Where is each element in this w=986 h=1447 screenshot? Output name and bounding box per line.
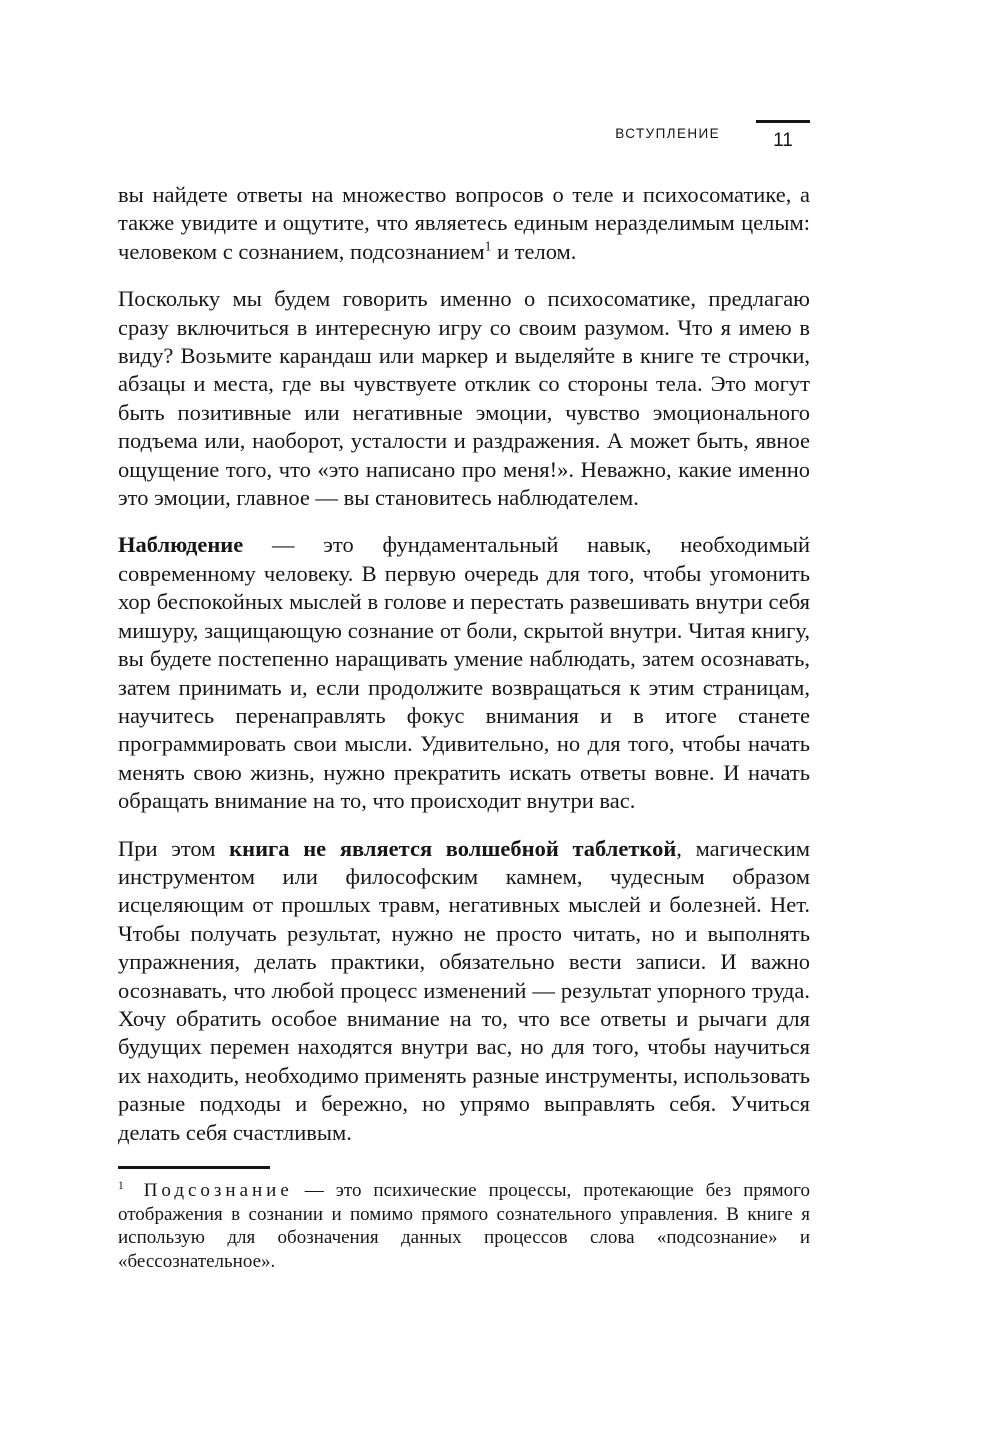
footnote-marker: 1	[118, 1179, 124, 1192]
text-run: — это фундаментальный навык, необходимый современному человеку. В первую очередь для того, чтобы угомонить хор беспокойных мыслей в голове и перестать развешивать внутри себя мишуру, защищающую сознание от боли, скрытой внутри. Читая книгу, вы будете постепенно наращивать умение наблюдать, затем осознавать, затем принимать и, если продолжите возвращаться к этим страницам, научитесь перенаправлять фокус внимания и в итоге станете программировать свои мысли. Удивительно, но для того, чтобы начать менять свою жизнь, нужно прекратить искать ответы вовне. И начать обращать внимание на то, что происходит внутри вас.	[118, 532, 810, 814]
page-number-block	[756, 120, 810, 152]
paragraph	[118, 181, 810, 266]
text-run: и телом.	[491, 238, 577, 264]
text-block	[118, 181, 810, 1273]
spaced-term: Подсознание	[143, 1180, 293, 1201]
footnote	[118, 1179, 810, 1273]
paragraph	[118, 285, 810, 512]
page-header	[118, 120, 810, 152]
paragraphs-container	[118, 181, 810, 1147]
paragraph	[118, 835, 810, 1147]
page-number: 11	[773, 130, 793, 151]
paragraph	[118, 531, 810, 815]
text-run: , магическим инструментом или философским камнем, чудесным образом исцеляющим от прошлых травм, негативных мыслей и болезней. Нет. Чтобы получать результат, нужно не просто читать, но и выполнять упражнения, делать практики, обязательно вести записи. И важно осознавать, что любой процесс изменений — результат упорного труда. Хочу обратить особое внимание на то, что все ответы и рычаги для будущих перемен находятся внутри вас, но для того, чтобы научиться их находить, необходимо применять разные инструменты, использовать разные подходы и бережно, но упрямо выправлять себя. Учиться делать себя счастливым.	[118, 835, 810, 1145]
running-head-section-title: ВСТУПЛЕНИЕ	[615, 126, 720, 141]
text-run: При этом	[118, 835, 230, 861]
page-number-rule	[756, 120, 810, 123]
text-run: Поскольку мы будем говорить именно о психосоматике, предлагаю сразу включиться в интересную игру со своим разумом. Что я имею в виду? Возьмите карандаш или маркер и выделяйте в книге те строчки, абзацы и места, где вы чувствуете отклик со стороны тела. Это могут быть позитивные или негативные эмоции, чувство эмоционального подъема или, наоборот, усталости и раздражения. А может быть, явное ощущение того, что «это написано про меня!». Неважно, какие именно это эмоции, главное — вы становитесь наблюдателем.	[118, 286, 810, 511]
bold-text-run: книга не является волшебной таблеткой	[229, 835, 677, 861]
text-run: — это психические процессы, протекающие без прямого отображения в сознании и помимо прямого сознательного управления. В книге я использую для обозначения данных процессов слова «подсознание» и «бессознательное».	[118, 1180, 810, 1272]
footnote-marker: 1	[484, 238, 492, 254]
text-run: вы найдете ответы на множество вопросов о теле и психосоматике, а также увидите и ощутите, что являетесь единым неразделимым целым: человеком с сознанием, подсознанием	[118, 182, 810, 264]
footnote-separator	[118, 1166, 270, 1169]
bold-text-run: Наблюдение	[118, 532, 244, 558]
